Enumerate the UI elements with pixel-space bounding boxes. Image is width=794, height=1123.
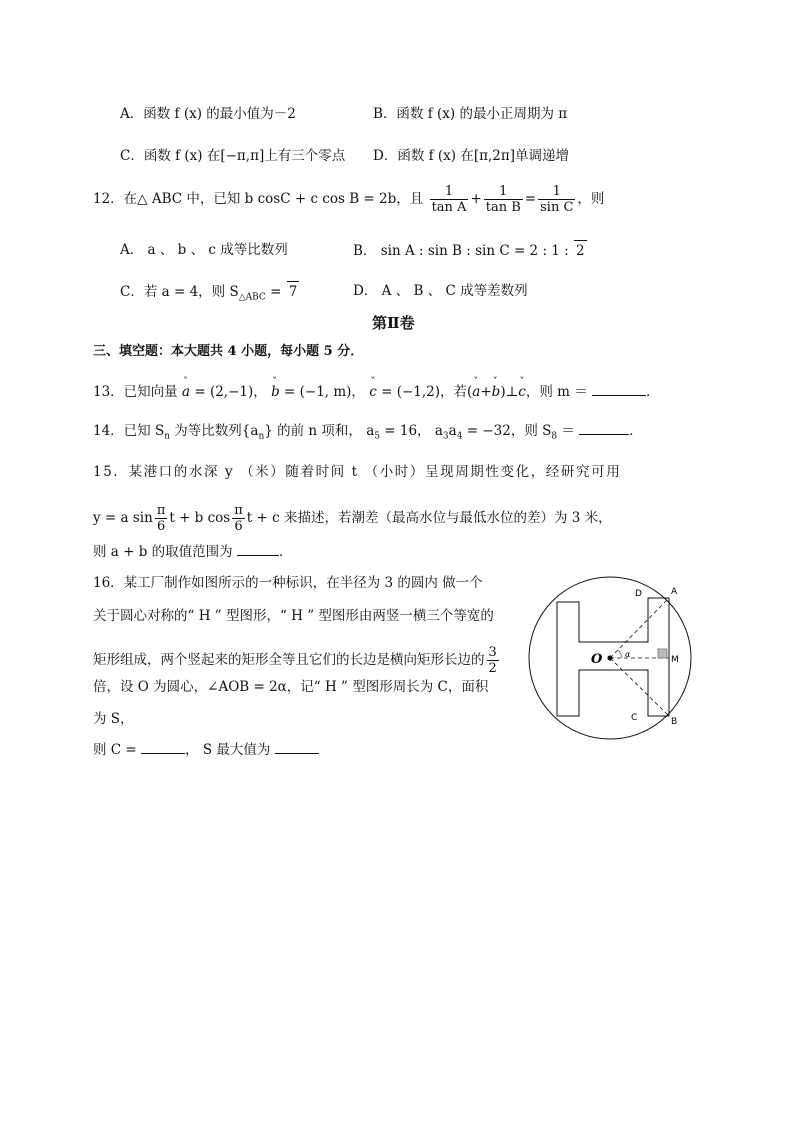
- q13-period: ．: [646, 384, 660, 400]
- q16-fraction: [487, 645, 499, 676]
- q12-frac1-num: 1: [430, 184, 469, 200]
- label-m: M: [671, 655, 679, 665]
- h-shape-figure: [525, 570, 700, 740]
- q13-vector-a: ˇ a: [182, 382, 190, 402]
- label-d: D: [635, 589, 642, 599]
- q12-option-c-text: C．若 a = 4，则 S: [120, 284, 239, 300]
- q12-frac2-den: tan B: [485, 200, 521, 215]
- q15-line-3: [93, 542, 292, 562]
- q14-period: ．: [629, 423, 643, 439]
- q15-answer-blank[interactable]: [237, 543, 279, 556]
- label-a: A: [671, 587, 678, 597]
- q15-line-2: [93, 503, 612, 534]
- q12-stem-text: 12．在△ ABC 中，已知 b cosC + c cos B = 2b，且: [93, 191, 424, 207]
- q16-line-4: 倍，设 O 为圆心，∠AOB = 2α，记“ H ” 型图形周长为 C，面积: [93, 679, 489, 695]
- q14-text-6: = −32，则 S: [462, 423, 552, 439]
- q16-frac-den: 2: [488, 661, 497, 676]
- radius-ob: [610, 658, 669, 716]
- q16-answer-blank-s[interactable]: [275, 741, 319, 754]
- q15-frac-2: [232, 503, 245, 534]
- q12-option-b-text: B． sin A : sin B : sin C = 2 : 1 :: [353, 243, 569, 259]
- q12-option-a: A． a 、 b 、 c 成等比数列: [120, 242, 288, 258]
- q12-fraction-1: [430, 184, 469, 215]
- q12-option-c-sub: △ABC: [238, 292, 266, 303]
- section-three-heading: 三、填空题：本大题共 4 小题，每小题 5 分．: [93, 344, 364, 359]
- q13-a-value: = (2,−1)，: [190, 384, 267, 400]
- q15-formula-b: t + b cos: [169, 510, 231, 526]
- q14-text-5: a: [448, 423, 457, 439]
- q15-frac-1: [155, 503, 168, 534]
- q16-line-3-text: 矩形组成，两个竖起来的矩形全等且它们的长边是横向矩形长边的: [93, 652, 485, 668]
- q13-c-value: = (−1,2)，若(: [376, 384, 473, 400]
- q14-sub-4: 4: [456, 431, 463, 442]
- q13-answer-blank[interactable]: [592, 383, 646, 396]
- q14-sub-3: 3: [442, 431, 449, 442]
- q12-fraction-2: [484, 184, 523, 215]
- q16-line-6-text-b: ， S 最大值为: [185, 742, 271, 758]
- q13: 13．已知向量 ˇ a = (2,−1)， ˇ b = (−1, m)， ˇ c = (−1,2)，若(ˇ a+ˇ b)⊥ˇ c，则 m ＝ ．: [93, 382, 660, 402]
- right-angle-marker: [658, 649, 667, 658]
- q15-period: ．: [278, 544, 293, 560]
- q16-line-1: 16．某工厂制作如图所示的一种标识，在半径为 3 的圆内 做一个: [93, 575, 483, 591]
- h-shape-outline: [557, 598, 669, 716]
- q15-formula-c: t + c 来描述，若潮差（最高水位与最低水位的差）为 3 米，: [246, 510, 612, 526]
- q12-frac3-den: sin C: [540, 200, 574, 215]
- q15-line-1: 15．某港口的水深 y （米）随着时间 t （小时）呈现周期性变化，经研究可用: [93, 464, 622, 480]
- q15-frac2-den: 6: [234, 519, 243, 534]
- q13-text-post: ，则 m ＝: [525, 384, 588, 400]
- q12-option-c-eq: =: [265, 284, 282, 300]
- q13-perp: )⊥: [500, 384, 519, 400]
- q15-frac1-den: 6: [156, 519, 166, 534]
- q14-answer-blank[interactable]: [579, 422, 629, 435]
- q14-sub-n-2: n: [258, 431, 265, 442]
- q13-vector-c: ˇ c: [369, 382, 377, 402]
- q12-option-c-sqrt: 7: [287, 281, 300, 302]
- q15-frac1-num: π: [156, 503, 166, 518]
- q15-frac2-num: π: [234, 503, 243, 518]
- q14: [93, 421, 643, 447]
- q16-line-6-text-a: 则 C =: [93, 742, 137, 758]
- q12-frac3-num: 1: [538, 184, 575, 200]
- q11-option-c: C．函数 f (x) 在[−π,π]上有三个零点: [120, 148, 346, 164]
- q12-frac1-den: tan A: [431, 200, 467, 215]
- q12-option-c: [120, 281, 299, 308]
- q13-vector-a-2: ˇ a: [472, 382, 480, 402]
- q16-line-2: 关于圆心对称的“ H ” 型图形，“ H ” 型图形由两竖一横三个等宽的: [93, 608, 494, 624]
- q13-b-value: = (−1, m)，: [279, 384, 365, 400]
- q12-option-b: [353, 240, 587, 261]
- q15-line-3-text: 则 a + b 的取值范围为: [93, 544, 233, 560]
- q14-sub-8: 8: [551, 431, 558, 442]
- q16-line-3: [93, 645, 501, 676]
- q14-sub-n: n: [164, 431, 171, 442]
- q12-option-b-sqrt: 2: [574, 240, 587, 261]
- q12-fraction-3: [538, 184, 575, 215]
- q14-text-1: 14．已知 S: [93, 423, 165, 439]
- q16-line-5: 为 S，: [93, 711, 134, 727]
- q14-text-7: ＝: [557, 423, 575, 439]
- q14-text-4: = 16， a: [379, 423, 443, 439]
- q13-vector-c-2: ˇ c: [518, 382, 526, 402]
- part-two-title: 第Ⅱ卷: [372, 314, 415, 332]
- q12-frac2-num: 1: [484, 184, 523, 200]
- q16-answer-blank-c[interactable]: [141, 741, 185, 754]
- angle-alpha-marker: [618, 650, 622, 658]
- q16-frac-num: 3: [488, 645, 497, 660]
- q14-sub-5: 5: [374, 431, 380, 442]
- q16-line-6: [93, 740, 319, 760]
- q14-text-3: } 的前 n 项和， a: [264, 423, 375, 439]
- label-b: B: [671, 717, 678, 727]
- q12-stem: 12．在△ ABC 中，已知 b cosC + c cos B = 2b，且 $\frac{1}{\text{tan A}}$ + $\frac{1}{\text{tan B}}$ = $\frac{1}{\text{sin C}}$ ，则: [93, 184, 605, 215]
- q12-stem-end: ，则: [577, 191, 605, 207]
- q11-option-d: D．函数 f (x) 在[π,2π]单调递增: [373, 148, 570, 164]
- q15-formula-a: y = a sin: [93, 510, 153, 526]
- label-o: O: [591, 652, 603, 667]
- q14-text-2: 为等比数列{a: [170, 423, 259, 439]
- q11-option-b: B．函数 f (x) 的最小正周期为 π: [373, 106, 568, 122]
- q13-vector-b: ˇ b: [271, 382, 280, 402]
- q11-option-a: A．函数 f (x) 的最小值为－2: [120, 106, 296, 122]
- q13-text-pre: 13．已知向量: [93, 384, 178, 400]
- q13-vector-b-2: ˇ b: [492, 382, 501, 402]
- label-c: C: [631, 713, 638, 723]
- label-alpha: α: [625, 650, 631, 659]
- q12-option-d: D． A 、 B 、 C 成等差数列: [353, 283, 528, 299]
- center-point: [607, 655, 612, 660]
